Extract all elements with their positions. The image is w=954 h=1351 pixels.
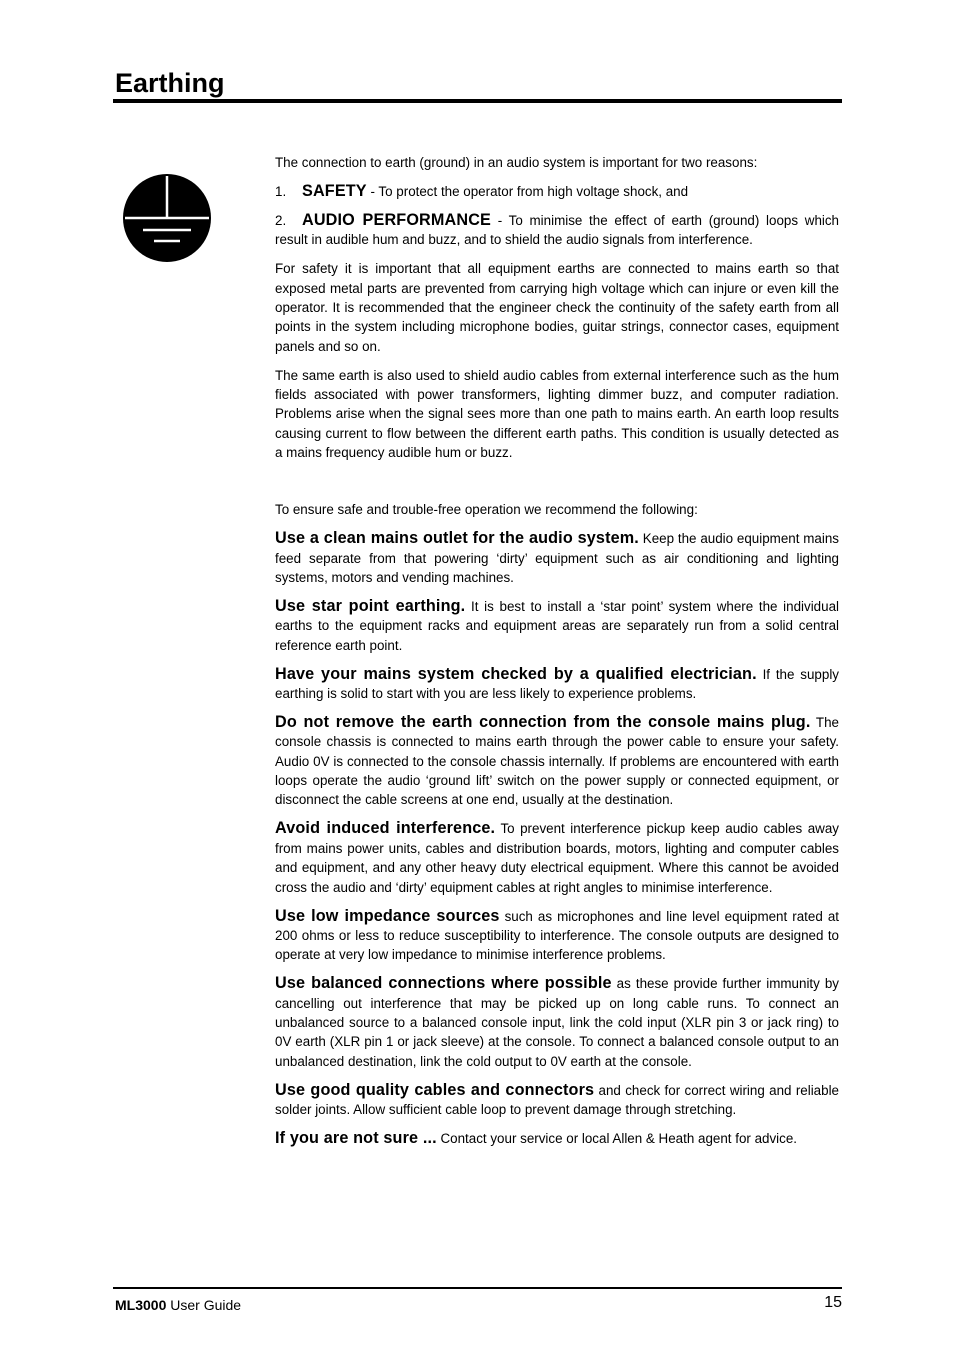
footer-product: ML3000 [115, 1297, 167, 1313]
recommendation-star-point [275, 597, 839, 655]
recommendation-heading: Use low impedance sources [275, 906, 500, 925]
earth-ground-icon [123, 174, 211, 262]
main-content [275, 153, 839, 1158]
recommendation-text: If the supply earthing is solid to start with you are less likely to experience problems. [275, 666, 839, 701]
footer-rule [113, 1287, 842, 1289]
reason-text: - To minimise the effect of earth (ground) loops which result in audible hum and buzz, and to shield the audio signals from interference. [275, 212, 840, 248]
recommendation-text: It is best to install a ‘star point’ system where the individual earths to the equipment racks and equipment areas are separately run from a solid central reference earth point. [275, 598, 840, 653]
recommendation-clean-mains [275, 529, 839, 587]
recommendation-not-sure [275, 1129, 839, 1148]
reason-heading: SAFETY [302, 181, 367, 200]
reason-audio-performance [275, 211, 839, 250]
footer-doc: User Guide [166, 1297, 242, 1313]
recommendation-heading: Use good quality cables and connectors [275, 1080, 595, 1099]
recommendation-text: The console chassis is connected to mains earth through the power cable to ensure your safety. Audio 0V is connected to the console chassis internally. If problems are encountered with earth loops operate the audio ‘ground lift’ switch on the power supply or connected equipment, or disconnect the cable screens at one end, usually at the destination. [275, 714, 839, 808]
reason-heading: AUDIO PERFORMANCE [302, 210, 492, 229]
page-title: Earthing [115, 68, 225, 98]
recommendation-heading: If you are not sure ... [275, 1129, 437, 1148]
recommendation-text: as these provide further immunity by cancelling out interference that may be picked up on long cable runs. To connect an unbalanced source to a balanced console input, link the cold input (XLR pin 3 or jack ring) to 0V earth (XLR pin 1 or jack sleeve) at the console. To connect a balanced console output to an unbalanced destination, link the cold output to 0V earth at the console. [275, 976, 839, 1069]
recommendation-earth-connection [275, 713, 839, 810]
recommendation-heading: Do not remove the earth connection from the console mains plug. [275, 712, 811, 731]
recommendation-balanced [275, 974, 839, 1071]
recommendation-low-impedance [275, 907, 839, 965]
recommendation-induced-interference [275, 819, 839, 897]
recommendation-text: Keep the audio equipment mains feed separate from that powering ‘dirty’ equipment such as air conditioning and lighting systems, motors and vending machines. [275, 531, 839, 585]
reason-text: - To protect the operator from high voltage shock, and [366, 183, 689, 199]
section-gap [275, 472, 839, 500]
recommendation-heading: Have your mains system checked by a qualified electrician. [275, 664, 757, 683]
safety-paragraph: For safety it is important that all equipment earths are connected to mains earth so that exposed metal parts are prevented from carrying high voltage which can injure or even kill the operator. It is recommended that the engineer check the continuity of the safety earth from all points in the system including microphone bodies, guitar strings, connector cases, equipment panels and so on. [275, 261, 839, 354]
recommendation-heading: Use balanced connections where possible [275, 974, 612, 993]
recommendation-text: Contact your service or local Allen & Heath agent for advice. [436, 1131, 798, 1147]
reason-number: 1. [275, 183, 287, 199]
shield-paragraph: The same earth is also used to shield audio cables from external interference such as the hum fields associated with power transformers, lighting dimmer buzz, and computer radiation. Problems arise when the signal sees more than one path to mains earth. An earth loop results causing current to flow between the different earth paths. This condition is usually detected as a mains frequency audible hum or buzz. [275, 367, 839, 461]
recommendation-heading: Use a clean mains outlet for the audio system. [275, 529, 639, 548]
title-rule [113, 99, 842, 103]
reason-safety [275, 182, 839, 201]
recommendation-text: To prevent interference pickup keep audio cables away from mains power units, cables and distribution boards, motors, lighting and computer cables and equipment, and any other heavy duty electrical equipment. Where this cannot be avoided cross the audio and ‘dirty’ equipment cables at right angles to minimise interference. [275, 821, 839, 895]
recommendation-text: and check for correct wiring and reliable solder joints. Allow sufficient cable loop to prevent damage through stretching. [275, 1082, 840, 1118]
recommendation-cables [275, 1081, 839, 1120]
recommendation-electrician [275, 665, 839, 704]
recommendation-heading: Avoid induced interference. [275, 819, 496, 838]
recommendation-text: such as microphones and line level equipment rated at 200 ohms or less to reduce susceptibility to interference. The console outputs are designed to operate at very low impedance to minimise interference problems. [275, 908, 839, 963]
intro-paragraph: The connection to earth (ground) in an audio system is important for two reasons: [275, 155, 758, 170]
reason-number: 2. [275, 212, 287, 228]
recommend-intro: To ensure safe and trouble-free operation we recommend the following: [275, 502, 698, 518]
recommendation-heading: Use star point earthing. [275, 596, 466, 615]
page-number: 15 [824, 1294, 842, 1311]
footer-doc-title [115, 1297, 241, 1313]
